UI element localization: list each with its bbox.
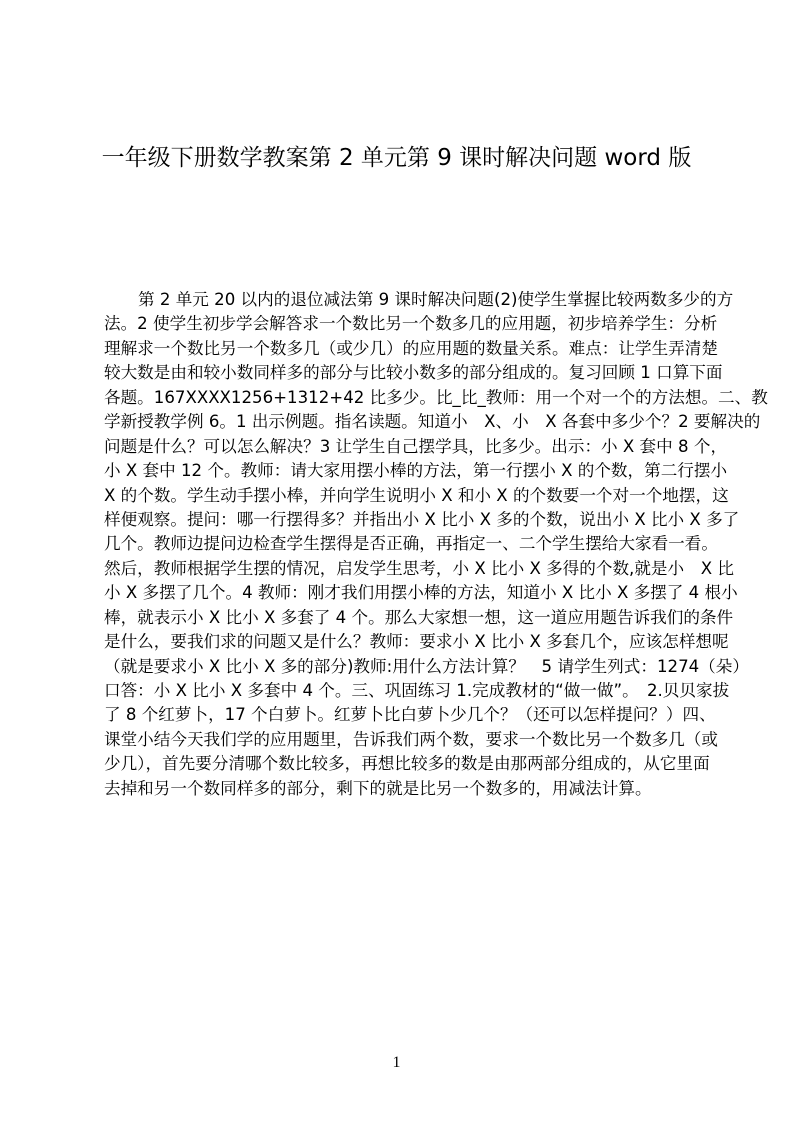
body-line: 较大数是由和较小数同样多的部分与比较小数多的部分组成的。复习回顾 1 口算下面 bbox=[104, 363, 723, 383]
body-line: 第 2 单元 20 以内的退位减法第 9 课时解决问题(2)使学生掌握比较两数多少的方 bbox=[138, 290, 734, 309]
body-line: 棒，就表示小 X 比小 X 多套了 4 个。那么大家想一想，这一道应用题告诉我们的条件 bbox=[104, 607, 734, 627]
body-line: 小 X 套中 12 个。教师：请大家用摆小棒的方法，第一行摆小 X 的个数，第二行摆小 bbox=[104, 461, 728, 481]
body-line: 问题是什么？可以怎么解决？3 让学生自己摆学具，比多少。出示：小 X 套中 8 个， bbox=[104, 436, 728, 456]
body-line: 少几），首先要分清哪个数比较多，再想比较多的数是由那两部分组成的，从它里面 bbox=[104, 754, 710, 774]
body-line: 几个。教师边提问边检查学生摆得是否正确，再指定一、二个学生摆给大家看一看。 bbox=[104, 534, 718, 554]
body-line: 小 X 多摆了几个。4 教师：刚才我们用摆小棒的方法，知道小 X 比小 X 多摆了 4 根小 bbox=[104, 583, 738, 603]
body-line: 是什么，要我们求的问题又是什么？教师：要求小 X 比小 X 多套几个，应该怎样想呢 bbox=[104, 632, 729, 652]
body-line: 去掉和另一个数同样多的部分，剩下的就是比另一个数多的，用减法计算。 bbox=[104, 778, 652, 798]
body-line: 理解求一个数比另一个数多几（或少几）的应用题的数量关系。难点：让学生弄清楚 bbox=[104, 338, 718, 358]
body-line: 各题。167XXXX1256+1312+42 比多少。比_比_教师：用一个对一个的方法想。二、教 bbox=[104, 387, 768, 407]
body-line: 然后，教师根据学生摆的情况，启发学生思考，小 X 比小 X 多得的个数,就是小 X 比 bbox=[104, 558, 734, 578]
body-line: （就是要求小 X 比小 X 多的部分)教师:用什么方法计算？ 5 请学生列式：1274（朵） bbox=[104, 656, 749, 676]
body-line: 口答：小 X 比小 X 多套中 4 个。三、巩固练习 1.完成教材的“做一做”。 2.贝贝家拔 bbox=[104, 681, 730, 700]
body-line: 了 8 个红萝卜，17 个白萝卜。红萝卜比白萝卜少几个？（还可以怎样提问？）四、 bbox=[104, 705, 716, 725]
body-line: X 的个数。学生动手摆小棒，并向学生说明小 X 和小 X 的个数要一个对一个地摆，这 bbox=[104, 485, 729, 505]
page-number: 1 bbox=[392, 1054, 401, 1071]
body-line: 学新授教学例 6。1 出示例题。指名读题。知道小 X、小 X 各套中多少个？2 要解决的 bbox=[104, 412, 761, 432]
document-title: 一年级下册数学教案第 2 单元第 9 课时解决问题 word 版 bbox=[101, 145, 692, 171]
body-line: 法。2 使学生初步学会解答求一个数比另一个数多几的应用题，初步培养学生：分析 bbox=[104, 314, 718, 334]
body-line: 课堂小结今天我们学的应用题里，告诉我们两个数，要求一个数比另一个数多几（或 bbox=[104, 729, 718, 749]
document-body bbox=[104, 288, 768, 801]
body-line: 样便观察。提问：哪一行摆得多？并指出小 X 比小 X 多的个数，说出小 X 比小 X 多了 bbox=[104, 509, 740, 529]
